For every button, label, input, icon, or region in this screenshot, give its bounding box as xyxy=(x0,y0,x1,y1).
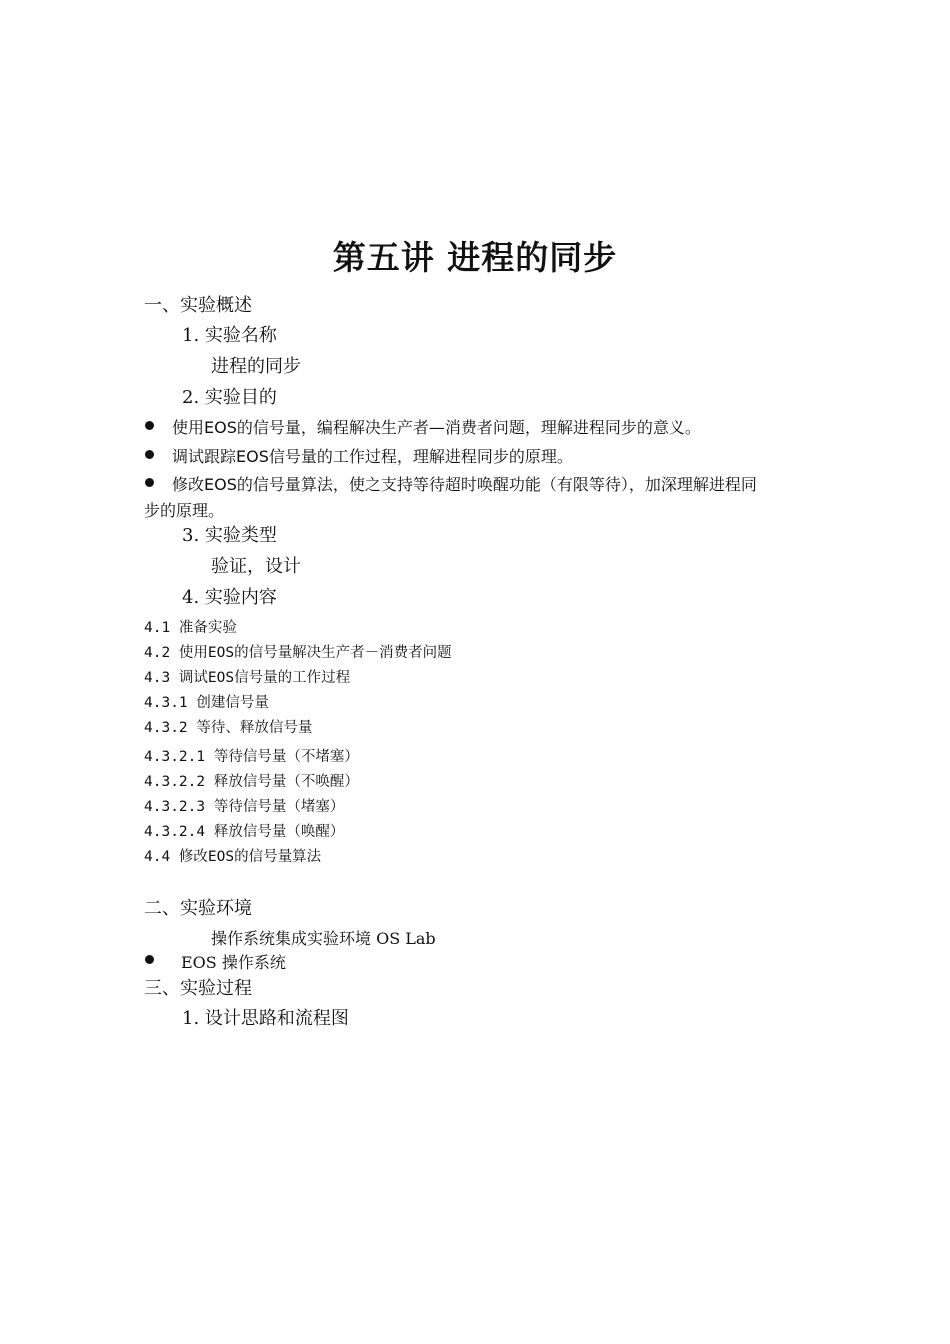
goal-item: 修改EOS的信号量算法，使之支持等待超时唤醒功能（有限等待），加深理解进程同 xyxy=(172,475,757,494)
content-item: 4.3.2.3 等待信号量（堵塞） xyxy=(144,799,345,815)
content-item: 4.2 使用EOS的信号量解决生产者－消费者问题 xyxy=(144,645,452,661)
bullet-icon xyxy=(145,478,154,487)
environment-value: 操作系统集成实验环境 OS Lab xyxy=(211,929,436,948)
goal-item-continuation: 步的原理。 xyxy=(144,501,225,520)
goal-item: 调试跟踪EOS信号量的工作过程，理解进程同步的原理。 xyxy=(172,447,573,466)
item-experiment-name: 1. 实验名称 xyxy=(182,325,277,346)
item-experiment-type: 3. 实验类型 xyxy=(182,525,277,546)
content-item: 4.3 调试EOS信号量的工作过程 xyxy=(144,670,351,686)
bullet-icon xyxy=(145,450,154,459)
content-item: 4.4 修改EOS的信号量算法 xyxy=(144,849,322,865)
item-experiment-content: 4. 实验内容 xyxy=(182,587,277,608)
bullet-icon xyxy=(145,421,154,430)
item-experiment-goal: 2. 实验目的 xyxy=(182,387,277,408)
content-item: 4.3.1 创建信号量 xyxy=(144,695,269,711)
document-title: 第五讲 进程的同步 xyxy=(332,238,618,277)
item-design-flowchart: 1. 设计思路和流程图 xyxy=(182,1008,349,1029)
section-heading-environment: 二、实验环境 xyxy=(144,898,252,919)
section-heading-overview: 一、实验概述 xyxy=(144,295,252,316)
content-item: 4.3.2 等待、释放信号量 xyxy=(144,720,313,736)
content-item: 4.3.2.1 等待信号量（不堵塞） xyxy=(144,749,359,765)
content-item: 4.3.2.2 释放信号量（不唤醒） xyxy=(144,774,359,790)
bullet-icon xyxy=(145,955,154,964)
section-heading-process: 三、实验过程 xyxy=(144,978,252,999)
environment-bullet-item: EOS 操作系统 xyxy=(181,953,286,972)
experiment-type-value: 验证，设计 xyxy=(211,556,301,577)
content-item: 4.3.2.4 释放信号量（唤醒） xyxy=(144,824,345,840)
goal-item: 使用EOS的信号量，编程解决生产者—消费者问题，理解进程同步的意义。 xyxy=(172,418,701,437)
content-item: 4.1 准备实验 xyxy=(144,620,237,636)
experiment-name-value: 进程的同步 xyxy=(211,356,301,377)
